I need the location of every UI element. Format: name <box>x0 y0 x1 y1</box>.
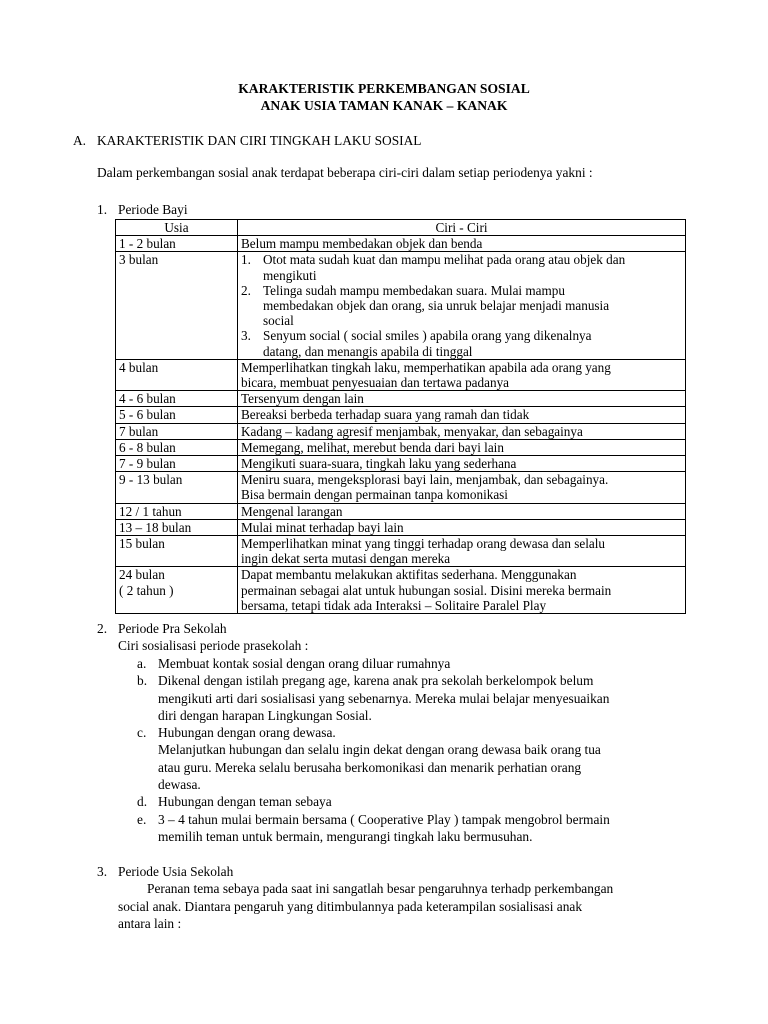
table-row <box>116 472 686 503</box>
periode-3-paragraph: antara lain : <box>118 916 182 931</box>
list-text: Telinga sudah mampu membedakan suara. Mulai mampu <box>263 282 565 298</box>
usia-cell: 9 - 13 bulan <box>116 472 238 503</box>
item-a-marker: a. <box>137 656 147 671</box>
item-b-text: Dikenal dengan istilah pregang age, karena anak pra sekolah berkelompok belum <box>158 673 594 688</box>
section-a-intro: Dalam perkembangan sosial anak terdapat beberapa ciri-ciri dalam setiap periodenya yakni : <box>97 165 593 180</box>
ciri-cell: Kadang – kadang agresif menjambak, menyakar, dan sebagainya <box>238 423 686 439</box>
item-c-marker: c. <box>137 725 147 740</box>
item-d-text: Hubungan dengan teman sebaya <box>158 794 332 809</box>
usia-cell: 7 - 9 bulan <box>116 456 238 472</box>
table-row <box>116 567 686 614</box>
periode-3-paragraph: Peranan tema sebaya pada saat ini sangatlah besar pengaruhnya terhadp perkembangan <box>147 881 614 896</box>
periode-2-marker: 2. <box>97 621 108 636</box>
table-row <box>116 439 686 455</box>
usia-cell: 15 bulan <box>116 536 238 567</box>
ciri-cell <box>238 472 686 503</box>
table-row <box>116 423 686 439</box>
ciri-cell <box>238 359 686 390</box>
ciri-cell: Mengikuti suara-suara, tingkah laku yang sederhana <box>238 456 686 472</box>
item-c-text: atau guru. Mereka selalu berusaha berkomonikasi dan menarik perhatian orang <box>158 760 582 775</box>
cell-line: Memperlihatkan tingkah laku, memperhatikan apabila ada orang yang <box>241 359 611 375</box>
usia-cell: 7 bulan <box>116 423 238 439</box>
cell-line: Dapat membantu melakukan aktifitas sederhana. Menggunakan <box>241 567 577 583</box>
cell-line: bersama, tetapi tidak ada Interaksi – Solitaire Paralel Play <box>241 597 547 613</box>
section-a-marker: A. <box>73 133 87 148</box>
cell-line: Bisa bermain dengan permainan tanpa komonikasi <box>241 487 508 503</box>
periode-3-heading: Periode Usia Sekolah <box>118 864 234 879</box>
table-row <box>116 407 686 423</box>
usia-cell: 12 / 1 tahun <box>116 503 238 519</box>
list-number: 2. <box>241 282 251 298</box>
usia-cell: 13 – 18 bulan <box>116 519 238 535</box>
cell-line: 24 bulan <box>119 567 165 583</box>
header-ciri: Ciri - Ciri <box>238 220 686 236</box>
usia-cell: 5 - 6 bulan <box>116 407 238 423</box>
ciri-cell: Memegang, melihat, merebut benda dari bayi lain <box>238 439 686 455</box>
usia-cell: 1 - 2 bulan <box>116 236 238 252</box>
periode-2-heading: Periode Pra Sekolah <box>118 621 227 636</box>
periode-3-marker: 3. <box>97 864 108 879</box>
item-e-text: memilih teman untuk bermain, mengurangi tingkah laku bermusuhan. <box>158 829 533 844</box>
periode-1-marker: 1. <box>97 202 108 217</box>
table-row <box>116 252 686 359</box>
item-e-text: 3 – 4 tahun mulai bermain bersama ( Cooperative Play ) tampak mengobrol bermain <box>158 812 610 827</box>
list-item <box>241 252 682 282</box>
ciri-list <box>241 252 682 358</box>
section-a-heading: KARAKTERISTIK DAN CIRI TINGKAH LAKU SOSIAL <box>97 133 422 148</box>
periode-2-subheading: Ciri sosialisasi periode prasekolah : <box>118 638 309 653</box>
cell-line: bicara, membuat penyesuaian dan tertawa padanya <box>241 375 510 391</box>
table-row <box>116 236 686 252</box>
item-c-text: dewasa. <box>158 777 201 792</box>
usia-cell: 6 - 8 bulan <box>116 439 238 455</box>
periode-bayi-table <box>115 219 686 614</box>
cell-line: permainan sebagai alat untuk hubungan sosial. Disini mereka bermain <box>241 582 612 598</box>
item-b-text: mengikuti arti dari sosialisasi yang sebenarnya. Mereka mulai belajar menyesuaikan <box>158 691 610 706</box>
periode-3-paragraph: social anak. Diantara pengaruh yang ditimbulannya pada keterampilan sosialisasi anak <box>118 899 583 914</box>
cell-line: Memperlihatkan minat yang tinggi terhadap orang dewasa dan selalu <box>241 536 606 552</box>
usia-cell <box>116 567 238 614</box>
table-row <box>116 456 686 472</box>
cell-line: ingin dekat serta mutasi dengan mereka <box>241 551 451 567</box>
list-item <box>241 283 682 329</box>
header-usia: Usia <box>116 220 238 236</box>
ciri-cell <box>238 252 686 359</box>
ciri-cell: Mengenal larangan <box>238 503 686 519</box>
usia-cell: 3 bulan <box>116 252 238 359</box>
list-text: Senyum social ( social smiles ) apabila orang yang dikenalnya <box>263 328 592 344</box>
document-title-line-1: KARAKTERISTIK PERKEMBANGAN SOSIAL <box>238 81 530 96</box>
ciri-cell: Bereaksi berbeda terhadap suara yang ramah dan tidak <box>238 407 686 423</box>
table-header-row <box>116 220 686 236</box>
ciri-cell <box>238 567 686 614</box>
usia-cell: 4 bulan <box>116 359 238 390</box>
ciri-cell: Belum mampu membedakan objek dan benda <box>238 236 686 252</box>
item-c-text: Melanjutkan hubungan dan selalu ingin dekat dengan orang dewasa baik orang tua <box>158 742 601 757</box>
usia-cell: 4 - 6 bulan <box>116 391 238 407</box>
document-title-line-2: ANAK USIA TAMAN KANAK – KANAK <box>260 98 508 113</box>
item-d-marker: d. <box>137 794 148 809</box>
item-a-text: Membuat kontak sosial dengan orang diluar rumahnya <box>158 656 451 671</box>
table-row <box>116 391 686 407</box>
cell-line: ( 2 tahun ) <box>119 582 174 598</box>
item-b-marker: b. <box>137 673 148 688</box>
ciri-cell: Tersenyum dengan lain <box>238 391 686 407</box>
item-e-marker: e. <box>137 812 147 827</box>
item-b-text: diri dengan harapan Lingkungan Sosial. <box>158 708 372 723</box>
list-text: Otot mata sudah kuat dan mampu melihat pada orang atau objek dan <box>263 252 626 268</box>
list-number: 1. <box>241 252 251 268</box>
ciri-cell <box>238 536 686 567</box>
table-row <box>116 519 686 535</box>
list-text: social <box>263 313 294 329</box>
item-c-text: Hubungan dengan orang dewasa. <box>158 725 336 740</box>
ciri-cell: Mulai minat terhadap bayi lain <box>238 519 686 535</box>
table-row <box>116 503 686 519</box>
list-text: datang, dan menangis apabila di tinggal <box>263 343 473 359</box>
list-number: 3. <box>241 328 251 344</box>
list-text: mengikuti <box>263 267 317 283</box>
list-text: membedakan objek dan orang, sia unruk belajar menjadi manusia <box>263 298 610 314</box>
table-row <box>116 359 686 390</box>
periode-1-heading: Periode Bayi <box>118 202 188 217</box>
cell-line: Meniru suara, mengeksplorasi bayi lain, menjambak, dan sebagainya. <box>241 472 609 488</box>
list-item <box>241 328 682 358</box>
table-row <box>116 536 686 567</box>
